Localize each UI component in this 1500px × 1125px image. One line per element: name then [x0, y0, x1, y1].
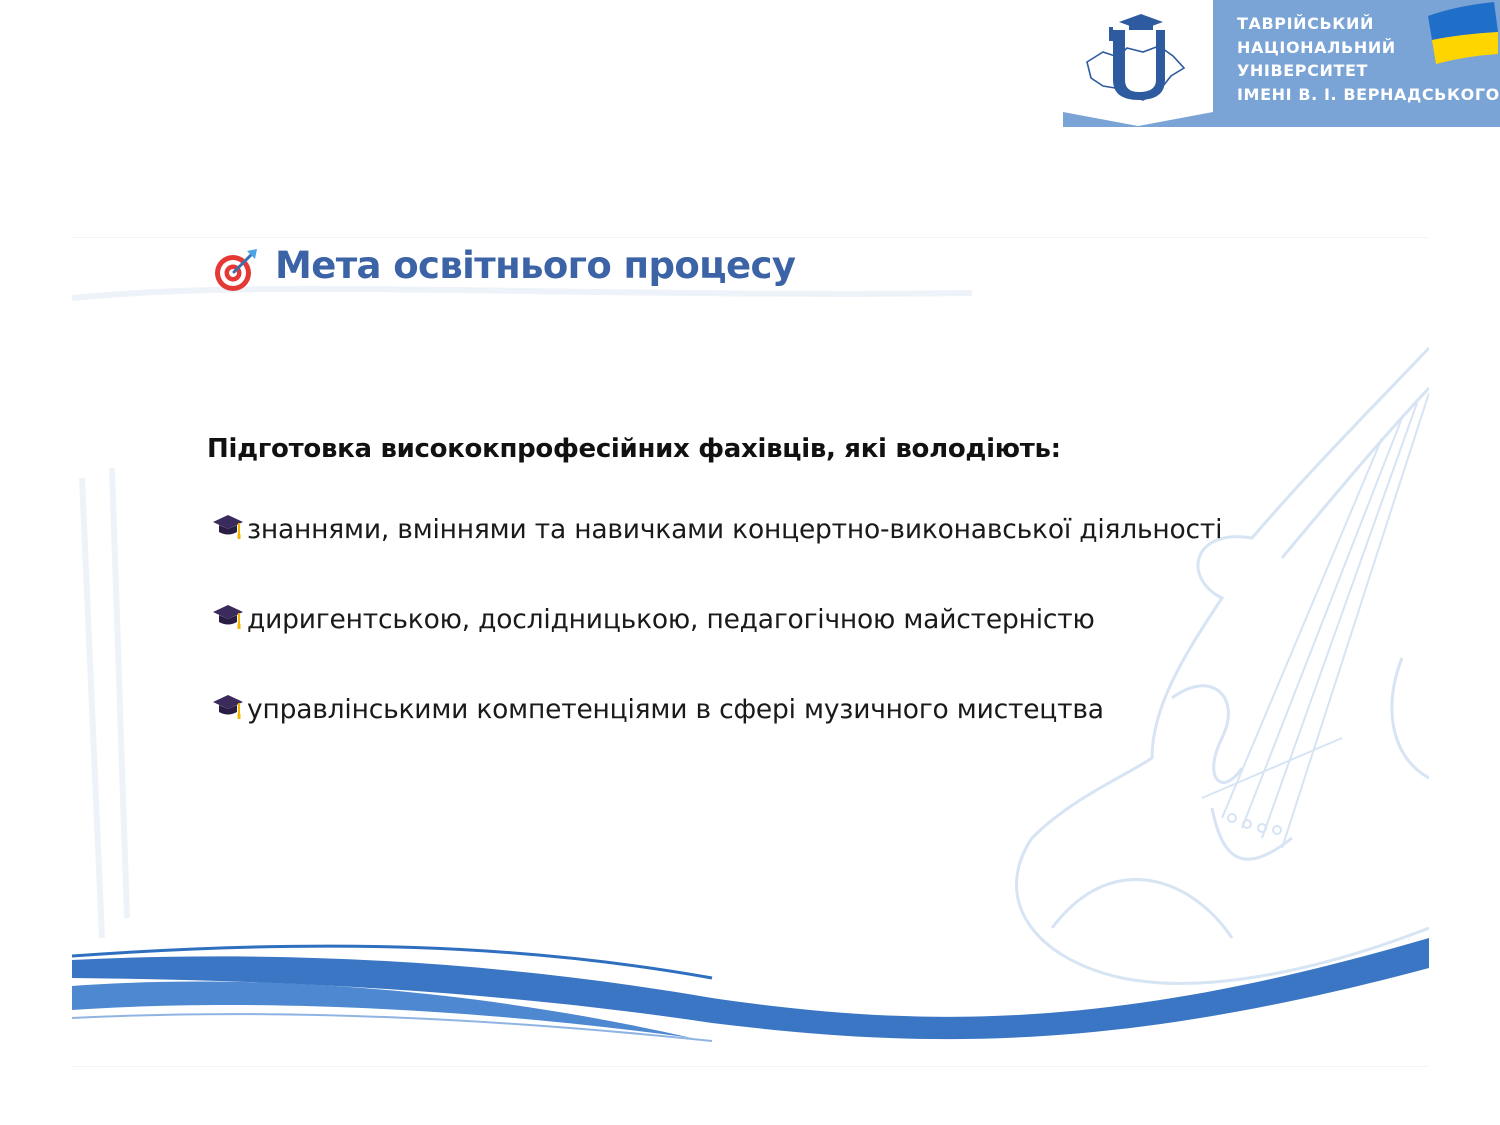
target-dart-icon: [213, 247, 259, 293]
university-name-line: ІМЕНІ В. І. ВЕРНАДСЬКОГО: [1237, 84, 1500, 104]
graduation-cap-icon: [211, 512, 245, 542]
university-name-line: УНІВЕРСИТЕТ: [1237, 61, 1369, 80]
ukraine-flag-icon: [1426, 2, 1500, 64]
university-u-emblem-icon: [1063, 0, 1223, 127]
list-item: [207, 598, 1287, 642]
slide-content: [207, 434, 1287, 778]
university-name-line: ТАВРІЙСЬКИЙ: [1237, 14, 1374, 33]
university-name-line: НАЦІОНАЛЬНИЙ: [1237, 37, 1396, 57]
list-item-text: диригентською, дослідницькою, педагогічною майстерністю: [247, 604, 1095, 635]
lead-text: Підготовка висококпрофесійних фахівців, які володіють:: [207, 434, 1061, 464]
graduation-cap-icon: [211, 602, 245, 632]
list-item-text: знаннями, вміннями та навичками концертно-виконавської діяльності: [247, 514, 1223, 545]
slide-title: Мета освітнього процесу: [275, 244, 796, 287]
list-item: [207, 508, 1287, 552]
list-item: [207, 688, 1287, 732]
graduation-cap-icon: [211, 692, 245, 722]
list-item-text: управлінськими компетенціями в сфері музичного мистецтва: [247, 694, 1104, 725]
slide-panel: [72, 237, 1429, 1067]
